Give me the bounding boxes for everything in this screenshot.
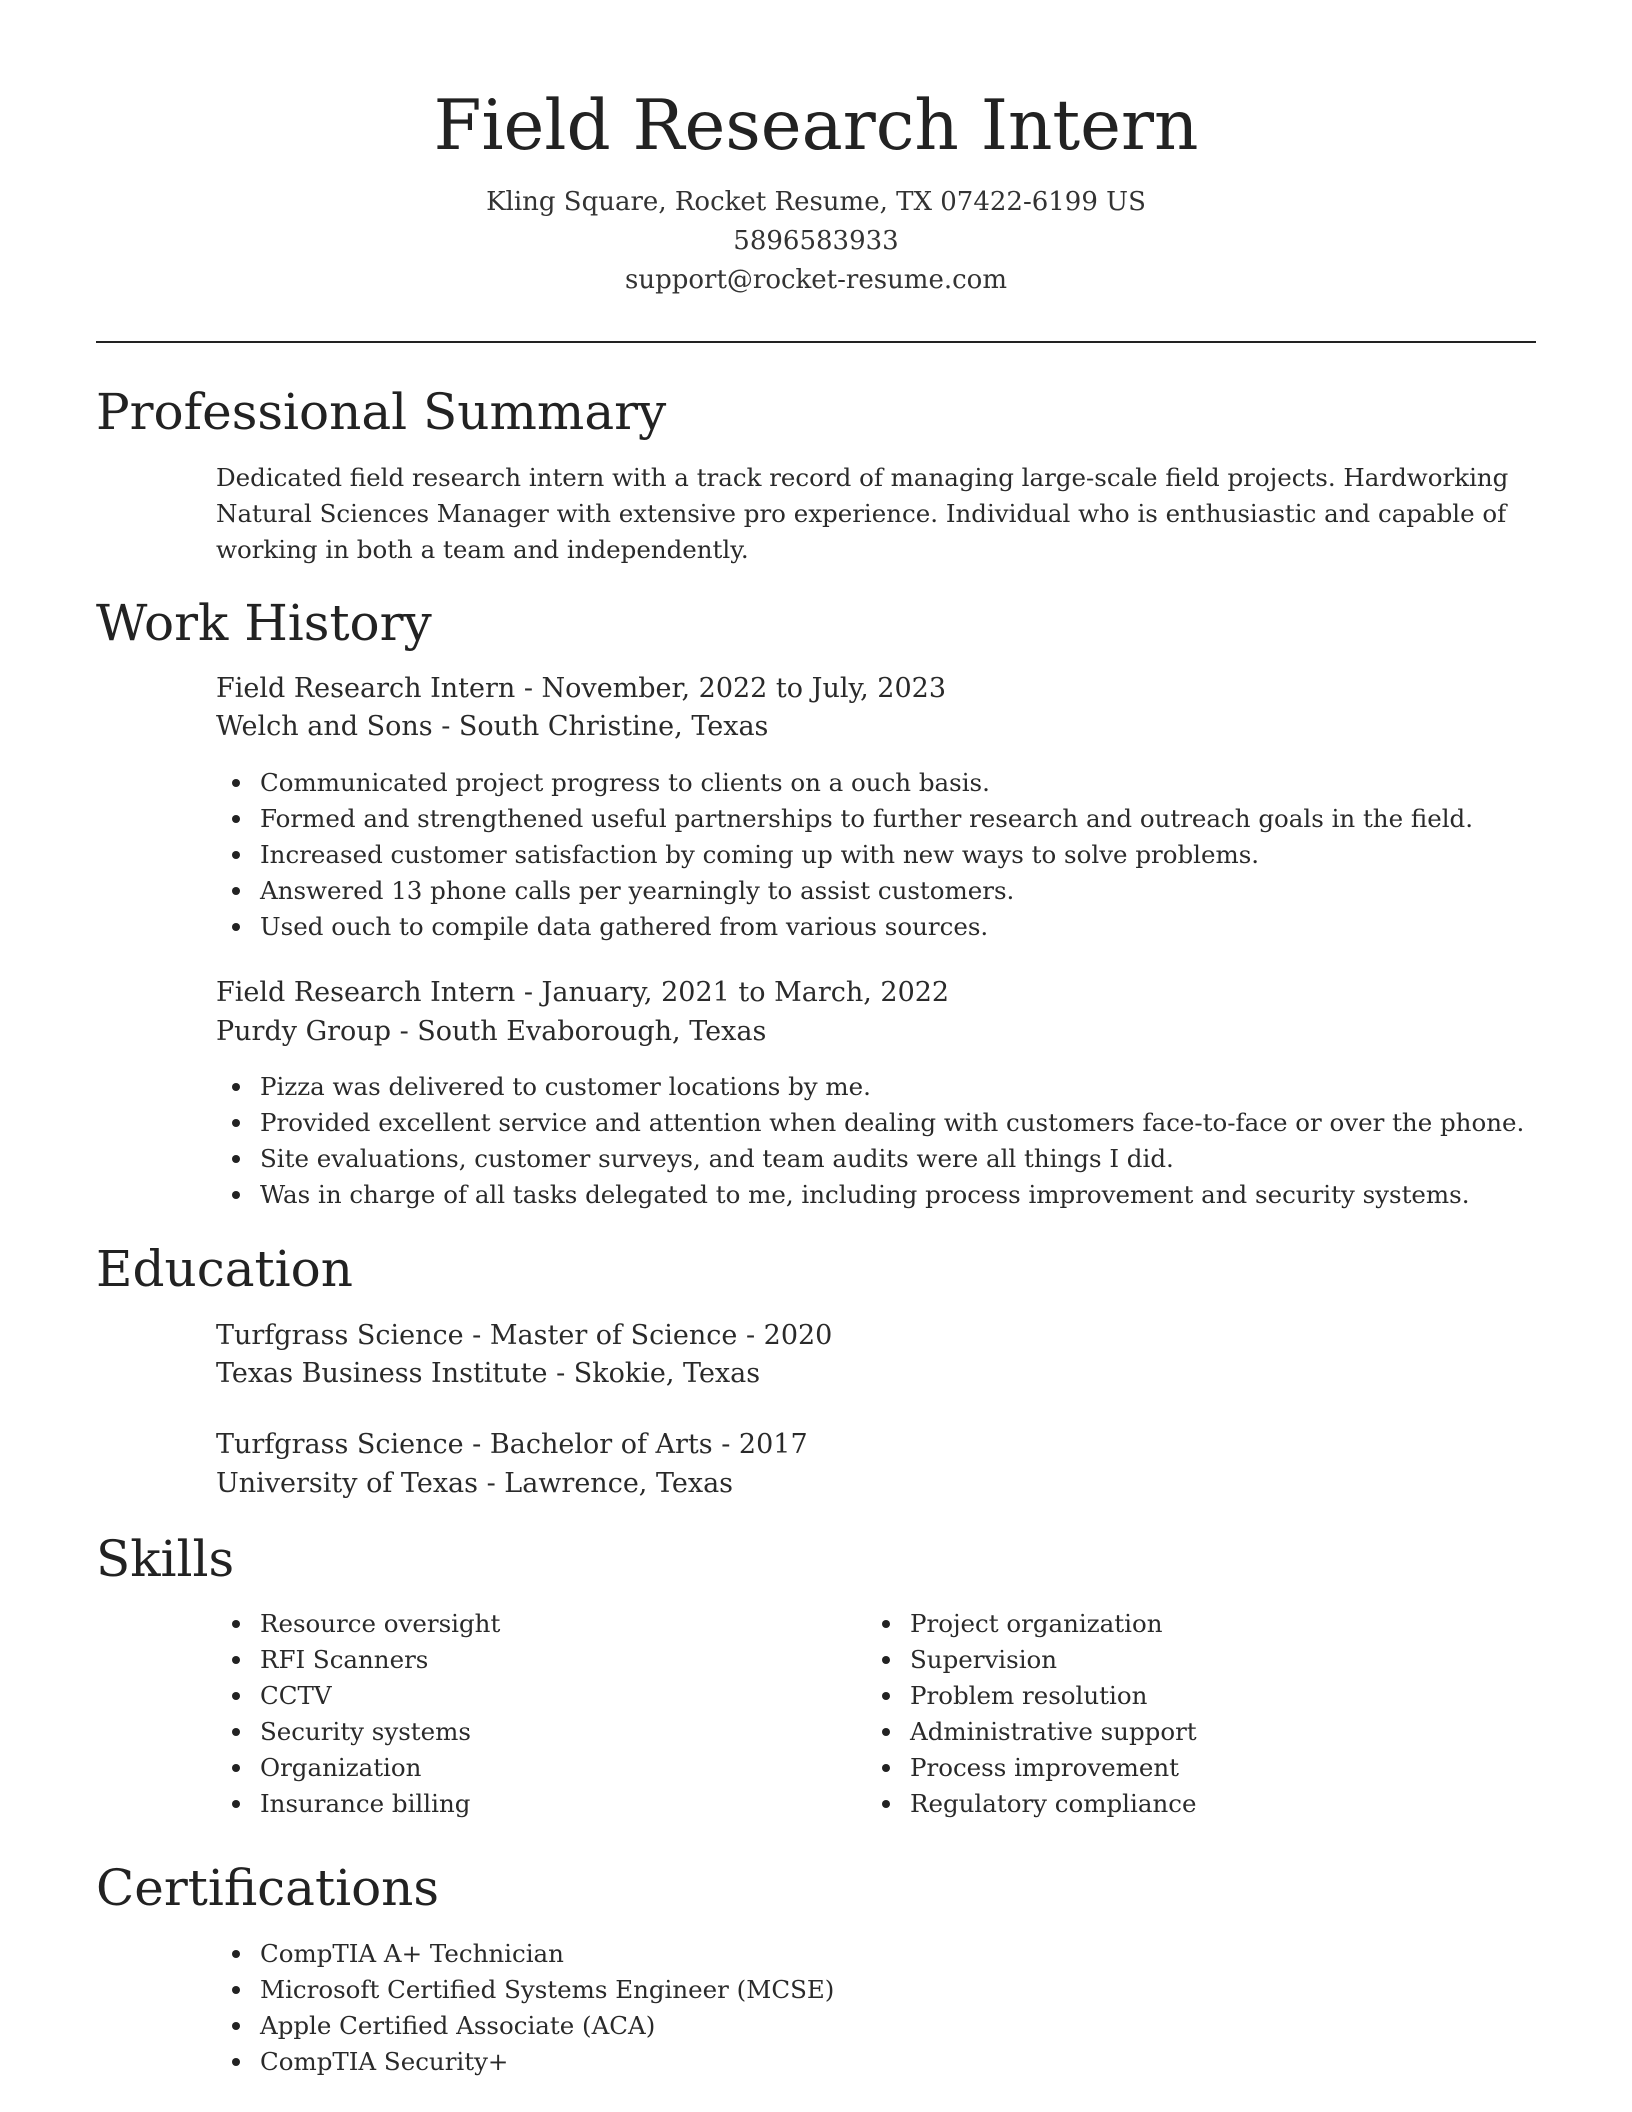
education-heading: Education xyxy=(96,1240,353,1298)
work-history-heading: Work History xyxy=(96,594,432,652)
list-item: Answered 13 phone calls per yearningly to assist customers. xyxy=(216,873,1473,909)
job-title-line: Field Research Intern - January, 2021 to March, 2022 xyxy=(216,977,950,1008)
job-company-line: Purdy Group - South Evaborough, Texas xyxy=(216,1016,767,1047)
skills-list-right xyxy=(866,1606,1197,1822)
list-item: Organization xyxy=(216,1750,500,1786)
list-item: Problem resolution xyxy=(866,1678,1197,1714)
list-item: RFI Scanners xyxy=(216,1642,500,1678)
certifications-list xyxy=(216,1936,834,2080)
edu-degree-line: Turfgrass Science - Bachelor of Arts - 2017 xyxy=(216,1429,808,1460)
list-item: Project organization xyxy=(866,1606,1197,1642)
list-item: Used ouch to compile data gathered from various sources. xyxy=(216,909,1473,945)
list-item: Security systems xyxy=(216,1714,500,1750)
edu-degree-line: Turfgrass Science - Master of Science - 2020 xyxy=(216,1320,833,1351)
list-item: Increased customer satisfaction by coming up with new ways to solve problems. xyxy=(216,837,1473,873)
list-item: Apple Certified Associate (ACA) xyxy=(216,2008,834,2044)
job-bullets xyxy=(216,765,1473,945)
list-item: Communicated project progress to clients on a ouch basis. xyxy=(216,765,1473,801)
list-item: Pizza was delivered to customer locations by me. xyxy=(216,1069,1524,1105)
contact-address: Kling Square, Rocket Resume, TX 07422-6199 US xyxy=(486,187,1146,217)
list-item: Provided excellent service and attention when dealing with customers face-to-face or over the phone. xyxy=(216,1105,1524,1141)
contact-email: support@rocket-resume.com xyxy=(624,265,1007,295)
edu-school-line: University of Texas - Lawrence, Texas xyxy=(216,1468,734,1499)
list-item: CCTV xyxy=(216,1678,500,1714)
list-item: CompTIA A+ Technician xyxy=(216,1936,834,1972)
summary-text: Dedicated field research intern with a track record of managing large-scale field projects. Hardworking Natural Sciences Manager with extensive pro experience. Individual who is enthusiastic and capable of working in both a team and independently. xyxy=(216,463,1509,564)
edu-school-line: Texas Business Institute - Skokie, Texas xyxy=(216,1358,761,1389)
skills-heading: Skills xyxy=(96,1530,235,1588)
skills-list-left xyxy=(216,1606,500,1822)
list-item: CompTIA Security+ xyxy=(216,2044,834,2080)
list-item: Resource oversight xyxy=(216,1606,500,1642)
job-title-line: Field Research Intern - November, 2022 to July, 2023 xyxy=(216,673,947,704)
resume-header xyxy=(0,80,1632,300)
candidate-name: Field Research Intern xyxy=(433,86,1199,166)
list-item: Supervision xyxy=(866,1642,1197,1678)
list-item: Was in charge of all tasks delegated to me, including process improvement and security systems. xyxy=(216,1177,1524,1213)
header-divider xyxy=(96,341,1536,343)
job-company-line: Welch and Sons - South Christine, Texas xyxy=(216,711,769,742)
list-item: Insurance billing xyxy=(216,1786,500,1822)
list-item: Regulatory compliance xyxy=(866,1786,1197,1822)
contact-phone: 5896583933 xyxy=(733,226,899,256)
job-bullets xyxy=(216,1069,1524,1213)
list-item: Microsoft Certified Systems Engineer (MCSE) xyxy=(216,1972,834,2008)
list-item: Site evaluations, customer surveys, and team audits were all things I did. xyxy=(216,1141,1524,1177)
list-item: Administrative support xyxy=(866,1714,1197,1750)
list-item: Formed and strengthened useful partnerships to further research and outreach goals in the field. xyxy=(216,801,1473,837)
summary-heading: Professional Summary xyxy=(96,383,667,441)
contact-block xyxy=(0,183,1632,300)
certifications-heading: Certifications xyxy=(96,1859,440,1917)
list-item: Process improvement xyxy=(866,1750,1197,1786)
